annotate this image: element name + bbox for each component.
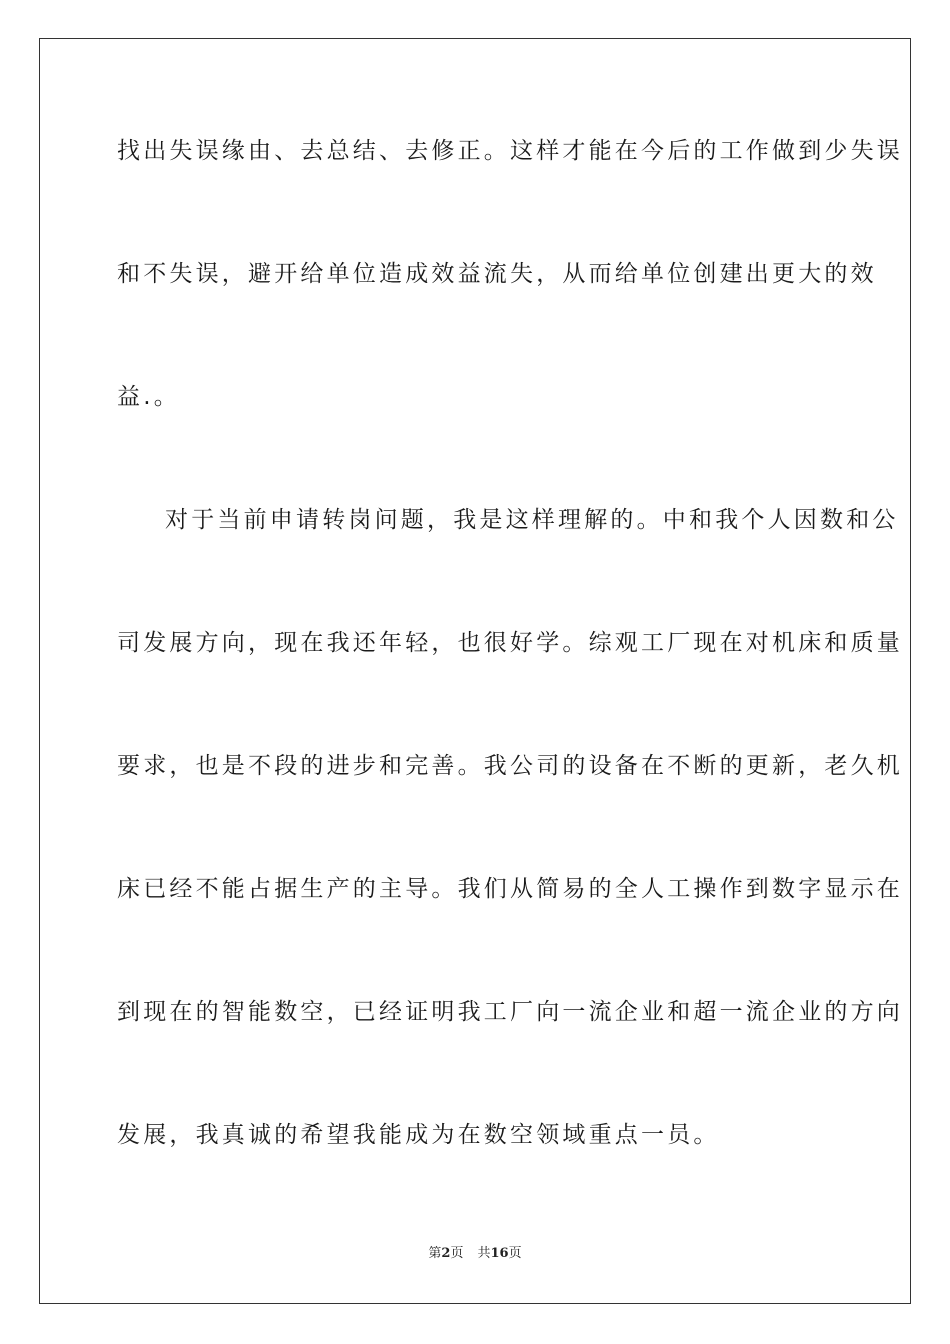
body-line: 发展，我真诚的希望我能成为在数空领域重点一员。	[117, 1122, 720, 1148]
body-line: 床已经不能占据生产的主导。我们从简易的全人工操作到数字显示在	[117, 876, 903, 902]
page-prefix: 第	[428, 1246, 442, 1261]
paragraph-first-line: 对于当前申请转岗问题，我是这样理解的。中和我个人因数和公	[165, 507, 899, 533]
total-prefix: 共	[477, 1246, 491, 1261]
body-line: 要求，也是不段的进步和完善。我公司的设备在不断的更新，老久机	[117, 753, 903, 779]
page-border	[39, 38, 911, 1304]
body-line: 到现在的智能数空，已经证明我工厂向一流企业和超一流企业的方向	[117, 999, 903, 1025]
body-line: 益.。	[117, 384, 180, 410]
current-page-number: 2	[441, 1246, 451, 1261]
page-footer	[0, 1245, 950, 1263]
page-suffix: 页	[450, 1246, 464, 1261]
total-pages-number: 16	[490, 1246, 509, 1261]
body-line: 和不失误，避开给单位造成效益流失，从而给单位创建出更大的效	[117, 261, 877, 287]
body-line: 找出失误缘由、去总结、去修正。这样才能在今后的工作做到少失误	[117, 138, 903, 164]
body-line: 司发展方向，现在我还年轻，也很好学。综观工厂现在对机床和质量	[117, 630, 903, 656]
total-suffix: 页	[508, 1246, 522, 1261]
